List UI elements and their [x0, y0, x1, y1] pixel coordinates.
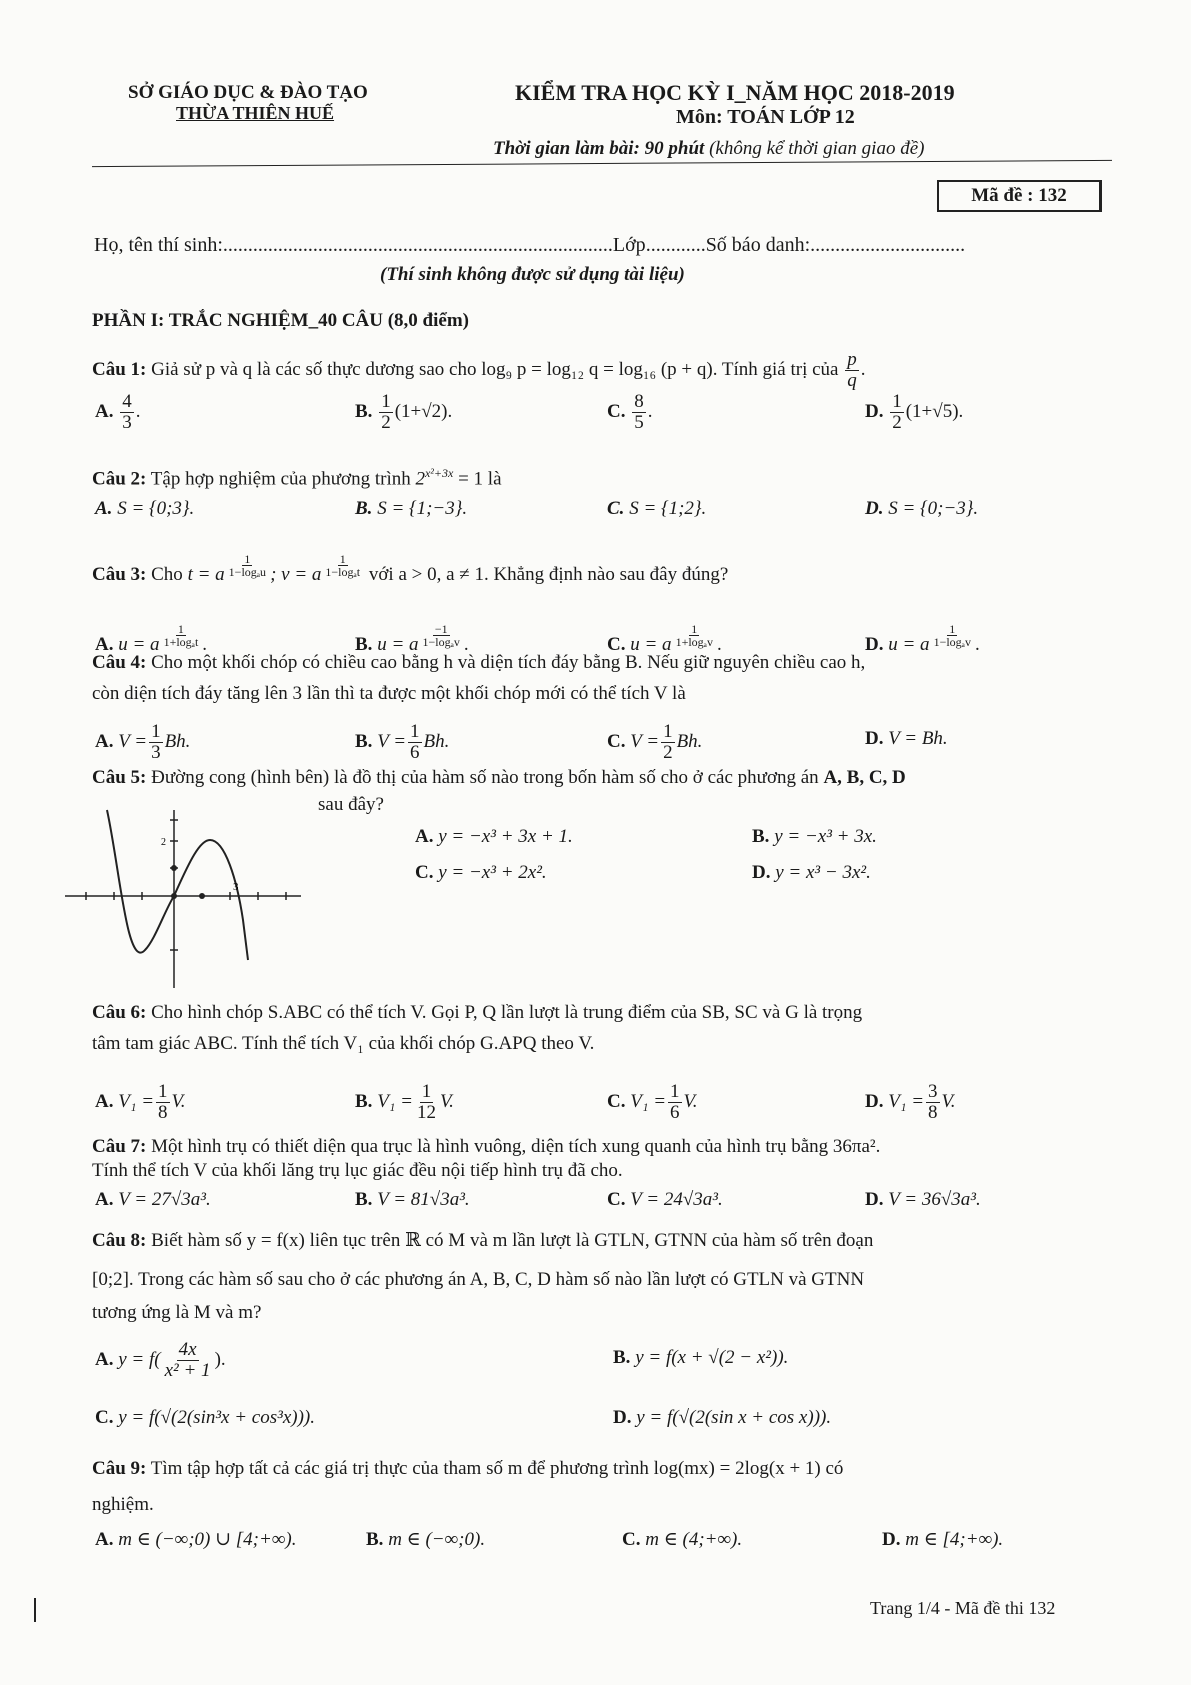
- A-post: .: [202, 634, 208, 656]
- A-post: .: [135, 400, 141, 422]
- fraction: [163, 1340, 213, 1381]
- q2-tail: = 1 là: [458, 468, 502, 490]
- fraction: [661, 722, 675, 763]
- id-label: Số báo danh:: [705, 234, 811, 256]
- fraction: [632, 392, 646, 433]
- B-d: 1−logₐv: [422, 635, 460, 650]
- C-n: 1: [691, 621, 698, 636]
- B-n: 1: [410, 721, 420, 742]
- C-d: 1+logₐv: [675, 635, 713, 650]
- D-l: D.: [865, 1090, 884, 1112]
- q2-answer-b[interactable]: [355, 498, 467, 520]
- fraction: [408, 722, 422, 763]
- C-t: m ∈ (4;+∞).: [645, 1529, 743, 1550]
- fraction: [845, 350, 859, 391]
- q3-t-expr: t = a: [187, 564, 225, 586]
- A-post: ).: [214, 1348, 226, 1370]
- question-text: Giả sử p và q là các số thực dương sao cho log₉ p = log₁₂ q = log₁₆ (p + q). Tính giá trị của: [151, 358, 839, 380]
- D-t: y = f(√(2(sin x + cos x))).: [636, 1407, 832, 1428]
- q2-answer-a[interactable]: [95, 498, 194, 520]
- D-l: D.: [613, 1407, 632, 1428]
- fraction: [890, 392, 904, 433]
- question-5-line2: sau đây?: [318, 794, 384, 815]
- name-label: Họ, tên thí sinh:: [94, 234, 223, 256]
- D-l: D.: [865, 498, 884, 519]
- C-t: S = {1;2}.: [629, 498, 707, 519]
- fraction: [162, 623, 201, 649]
- header-divider: [92, 160, 1112, 167]
- class-label: Lớp: [612, 234, 646, 256]
- B-t: V = 81√3a³.: [377, 1189, 470, 1210]
- A-t: y = −x³ + 3x + 1.: [438, 826, 573, 847]
- B-post: V.: [439, 1090, 454, 1112]
- q7-answer-a[interactable]: [95, 1189, 211, 1211]
- q3-sep: ; v = a: [270, 564, 322, 586]
- C-l: C.: [607, 400, 626, 422]
- C-t: y = −x³ + 2x².: [438, 862, 547, 883]
- id-field[interactable]: ...............................: [810, 234, 966, 256]
- fraction: [674, 623, 715, 649]
- question-6: [92, 1002, 862, 1024]
- time-note: (không kể thời gian giao đề): [709, 138, 925, 159]
- q4-answer-d[interactable]: [865, 728, 948, 750]
- D-n: 1: [892, 391, 902, 412]
- fraction: [323, 553, 362, 579]
- fraction: [227, 553, 268, 579]
- page-footer: Trang 1/4 - Mã đề thi 132: [870, 1598, 1056, 1618]
- q5-label: Câu 5:: [92, 767, 147, 788]
- question-2: [92, 466, 502, 490]
- A-post: V.: [171, 1090, 186, 1112]
- B-l: B.: [355, 730, 373, 752]
- D-t: V = Bh.: [888, 728, 948, 749]
- A-d: 3: [122, 411, 132, 433]
- D-t: S = {0;−3}.: [888, 498, 979, 519]
- B-post: Bh.: [423, 730, 450, 752]
- A-l: A.: [95, 1348, 114, 1370]
- graph-label-y: 2: [161, 837, 166, 848]
- name-field[interactable]: ..............................................................................: [222, 234, 613, 256]
- q6-answer-c[interactable]: [607, 1082, 697, 1123]
- A-t: V =: [118, 730, 148, 752]
- B-n: −1: [434, 621, 448, 636]
- C-t: V =: [630, 730, 660, 752]
- fraction: [926, 1082, 940, 1123]
- C-d: 6: [670, 1101, 680, 1123]
- no-materials-note: (Thí sinh không được sử dụng tài liệu): [380, 264, 685, 285]
- question-8: [92, 1229, 873, 1252]
- C-l: C.: [607, 498, 625, 519]
- B-t: u = a: [377, 634, 419, 656]
- q8-text: Biết hàm số y = f(x) liên tục trên ℝ có M và m lần lượt là GTLN, GTNN của hàm số trên đoạn: [151, 1230, 874, 1251]
- q6-answer-a[interactable]: [95, 1082, 185, 1123]
- C-l: C.: [607, 634, 626, 656]
- A-l: A.: [415, 826, 434, 847]
- q3-tail: với a > 0, a ≠ 1. Khẳng định nào sau đây đúng?: [368, 564, 729, 586]
- scan-mark: [34, 1598, 36, 1622]
- q2-text: Tập hợp nghiệm của phương trình: [150, 468, 411, 490]
- D-l: D.: [865, 634, 884, 656]
- A-t: V = 27√3a³.: [118, 1189, 211, 1210]
- D-n: 3: [928, 1081, 938, 1102]
- q5-bold-tail: A, B, C, D: [823, 767, 906, 788]
- C-post: V.: [683, 1090, 698, 1112]
- q5-answer-b[interactable]: [752, 826, 877, 848]
- fraction-denominator: q: [847, 369, 857, 391]
- C-t: u = a: [630, 634, 672, 656]
- question-9: [92, 1458, 843, 1480]
- A-n: 4: [122, 391, 132, 412]
- B-l: B.: [355, 1189, 373, 1210]
- C-t: V₁ =: [630, 1090, 667, 1112]
- question-8-line3: tương ứng là M và m?: [92, 1302, 262, 1323]
- B-l: B.: [355, 634, 373, 656]
- fraction: [932, 623, 973, 649]
- question-7: [92, 1136, 880, 1158]
- A-l: A.: [95, 634, 114, 656]
- B-l: B.: [752, 826, 770, 847]
- B-l: B.: [355, 400, 373, 422]
- A-t: m ∈ (−∞;0) ∪ [4;+∞).: [118, 1529, 297, 1550]
- q7-answer-c[interactable]: [607, 1189, 723, 1211]
- q5-answer-d[interactable]: [752, 862, 871, 884]
- q2-expr: 2: [415, 468, 425, 490]
- D-t: y = x³ − 3x².: [775, 862, 871, 883]
- q7-label: Câu 7:: [92, 1136, 147, 1157]
- D-l: D.: [752, 862, 771, 883]
- q2-label: Câu 2:: [92, 468, 147, 490]
- D-l: D.: [865, 1189, 884, 1210]
- D-post: (1+√5).: [905, 400, 964, 422]
- A-l: A.: [95, 400, 114, 422]
- B-t: S = {1;−3}.: [377, 498, 468, 519]
- C-l: C.: [607, 1090, 626, 1112]
- B-l: B.: [613, 1347, 631, 1368]
- fraction: [149, 722, 163, 763]
- fraction: [120, 392, 134, 433]
- C-post: Bh.: [676, 730, 703, 752]
- D-t: u = a: [888, 634, 930, 656]
- C-t: V = 24√3a³.: [630, 1189, 723, 1210]
- q3-v-exp-d: 1−logₐt: [325, 565, 361, 580]
- q3-text: Cho: [151, 564, 183, 586]
- A-n: 1: [151, 721, 161, 742]
- C-n: 1: [670, 1081, 680, 1102]
- A-l: A.: [95, 1189, 114, 1210]
- class-field[interactable]: ............: [645, 234, 706, 256]
- D-post: V.: [941, 1090, 956, 1112]
- D-l: D.: [865, 400, 884, 422]
- B-t: m ∈ (−∞;0).: [388, 1529, 486, 1550]
- C-n: 8: [634, 391, 644, 412]
- q5-answer-a[interactable]: [415, 826, 573, 848]
- department-name: SỞ GIÁO DỤC & ĐÀO TẠO: [128, 82, 368, 103]
- q7-answer-b[interactable]: [355, 1189, 470, 1211]
- q6-answer-b[interactable]: [355, 1082, 454, 1123]
- exam-title: KIỂM TRA HỌC KỲ I_NĂM HỌC 2018-2019: [515, 80, 955, 105]
- D-t: V₁ =: [888, 1090, 925, 1112]
- question-6-line2: tâm tam giác ABC. Tính thể tích V₁ của khối chóp G.APQ theo V.: [92, 1033, 595, 1054]
- A-t: y = f(: [118, 1348, 161, 1370]
- q2-answer-d[interactable]: [865, 498, 978, 520]
- candidate-info-line: [94, 234, 965, 257]
- q4-answer-b[interactable]: [355, 722, 449, 763]
- A-l: A.: [95, 1529, 114, 1550]
- A-d: 3: [151, 741, 161, 763]
- B-t: V =: [377, 730, 407, 752]
- q8-answer-c[interactable]: [95, 1407, 315, 1429]
- q4-answer-c[interactable]: [607, 722, 702, 763]
- exam-time: [493, 138, 924, 160]
- q3-label: Câu 3:: [92, 564, 147, 586]
- C-l: C.: [622, 1529, 641, 1550]
- section-heading: PHẦN I: TRẮC NGHIỆM_40 CÂU (8,0 điểm): [92, 310, 469, 331]
- question-9-line2: nghiệm.: [92, 1494, 154, 1515]
- question-1: Câu 1: Giả sử p và q là các số thực dương sao cho log₉ p = log₁₂ q = log₁₆ (p + q). Tính giá trị của $\frac{p}{q}$ .: [92, 349, 866, 391]
- q5-answer-c[interactable]: [415, 862, 547, 884]
- C-l: C.: [95, 1407, 114, 1428]
- D-d: 2: [892, 411, 902, 433]
- A-t: S = {0;3}.: [117, 498, 195, 519]
- B-d: 6: [410, 741, 420, 763]
- A-d: x² + 1: [164, 1359, 211, 1381]
- A-n: 1: [158, 1081, 168, 1102]
- B-post: (1+√2).: [394, 400, 453, 422]
- question-4: [92, 652, 865, 674]
- A-n: 1: [177, 621, 184, 636]
- fraction: [156, 1082, 170, 1123]
- q9-answer-a[interactable]: [95, 1528, 296, 1551]
- B-l: B.: [366, 1529, 384, 1550]
- q1-answer-c[interactable]: [607, 392, 652, 433]
- C-post: .: [647, 400, 653, 422]
- C-l: C.: [607, 730, 626, 752]
- D-l: D.: [882, 1529, 901, 1550]
- department-province: THỪA THIÊN HUẾ: [176, 103, 335, 123]
- D-d: 8: [928, 1101, 938, 1123]
- fraction: [668, 1082, 682, 1123]
- q7-answer-d[interactable]: [865, 1189, 981, 1211]
- question-3: [92, 551, 729, 586]
- q9-answer-b[interactable]: [366, 1528, 485, 1551]
- q3-one: 1: [244, 551, 251, 566]
- q7-text: Một hình trụ có thiết diện qua trục là hình vuông, diện tích xung quanh của hình trụ bằng 36πa².: [151, 1136, 881, 1157]
- A-d: 1+logₐt: [163, 635, 199, 650]
- A-n: 4x: [178, 1339, 197, 1360]
- C-l: C.: [415, 862, 434, 883]
- fraction: [421, 623, 462, 649]
- q1-answer-a[interactable]: [95, 392, 140, 433]
- q8-answer-a[interactable]: [95, 1340, 226, 1381]
- q9-answer-d[interactable]: [882, 1528, 1003, 1551]
- B-n: 1: [421, 1081, 432, 1102]
- q3-t-exp-d: 1−logₐu: [228, 565, 267, 580]
- C-post: .: [716, 634, 722, 656]
- q9-text: Tìm tập hợp tất cả các giá trị thực của tham số m để phương trình log(mx) = 2log(x + 1) có: [150, 1458, 844, 1479]
- B-post: .: [463, 634, 469, 656]
- C-d: 2: [663, 741, 673, 763]
- q2-exp: x²+3x: [424, 466, 454, 480]
- B-t: y = −x³ + 3x.: [774, 826, 877, 847]
- graph-label-x: 3: [233, 881, 239, 893]
- D-post: .: [974, 634, 980, 656]
- question-4-line2: còn diện tích đáy tăng lên 3 lần thì ta được một khối chóp mới có thể tích V là: [92, 683, 686, 704]
- q2-answer-c[interactable]: [607, 498, 706, 520]
- q3-one: 1: [339, 551, 346, 566]
- C-l: C.: [607, 1189, 626, 1210]
- D-t: m ∈ [4;+∞).: [905, 1529, 1004, 1550]
- q1-answer-b[interactable]: [355, 392, 452, 433]
- q6-text: Cho hình chóp S.ABC có thể tích V. Gọi P, Q lần lượt là trung điểm của SB, SC và G là trọng: [151, 1002, 863, 1023]
- q4-text: Cho một khối chóp có chiều cao bằng h và diện tích đáy bằng B. Nếu giữ nguyên chiều cao h,: [151, 652, 866, 673]
- D-l: D.: [865, 728, 884, 749]
- C-n: 1: [663, 721, 673, 742]
- D-n: 1: [949, 621, 956, 636]
- A-t: u = a: [118, 634, 160, 656]
- B-d: 2: [381, 411, 391, 433]
- fraction: [415, 1082, 438, 1123]
- fraction-numerator: p: [847, 349, 857, 370]
- q5-text: Đường cong (hình bên) là đồ thị của hàm số nào trong bốn hàm số cho ở các phương án: [151, 767, 819, 788]
- question-7-line2: Tính thể tích V của khối lăng trụ lục giác đều nội tiếp hình trụ đã cho.: [92, 1160, 623, 1181]
- A-t: V₁ =: [118, 1090, 155, 1112]
- curve: [107, 810, 248, 960]
- cubic-graph: [65, 800, 305, 990]
- question-5: [92, 767, 906, 789]
- B-d: 12: [416, 1101, 436, 1123]
- A-l: A.: [95, 730, 114, 752]
- C-t: y = f(√(2(sin³x + cos³x))).: [118, 1407, 315, 1428]
- question-8-line2: [0;2]. Trong các hàm số sau cho ở các phương án A, B, C, D hàm số nào lần lượt có GTLN và GTNN: [92, 1269, 865, 1290]
- A-d: 8: [158, 1101, 168, 1123]
- exam-subject: Môn: TOÁN LỚP 12: [676, 106, 855, 128]
- q6-answer-d[interactable]: [865, 1082, 955, 1123]
- q9-label: Câu 9:: [92, 1458, 147, 1479]
- q8-label: Câu 8:: [92, 1230, 147, 1251]
- q9-answer-c[interactable]: [622, 1528, 742, 1551]
- fraction: [379, 392, 393, 433]
- A-l: A.: [95, 498, 113, 519]
- q4-answer-a[interactable]: [95, 722, 190, 763]
- A-l: A.: [95, 1090, 114, 1112]
- C-d: 5: [634, 411, 644, 433]
- question-label: Câu 1:: [92, 358, 147, 380]
- B-l: B.: [355, 1090, 373, 1112]
- B-t: y = f(x + √(2 − x²)).: [635, 1347, 789, 1368]
- q6-label: Câu 6:: [92, 1002, 147, 1023]
- q8-answer-d[interactable]: [613, 1407, 831, 1429]
- q1-answer-d[interactable]: [865, 392, 963, 433]
- B-n: 1: [381, 391, 391, 412]
- B-l: B.: [355, 498, 373, 519]
- A-post: Bh.: [164, 730, 191, 752]
- B-t: V₁ =: [377, 1090, 413, 1112]
- D-d: 1−logₐv: [933, 635, 971, 650]
- exam-code-box: Mã đề : 132: [937, 180, 1102, 212]
- time-label: Thời gian làm bài: 90 phút: [493, 138, 705, 159]
- q4-label: Câu 4:: [92, 652, 147, 673]
- q3-answer-d[interactable]: [865, 621, 980, 656]
- q8-answer-b[interactable]: [613, 1347, 788, 1369]
- D-t: V = 36√3a³.: [888, 1189, 981, 1210]
